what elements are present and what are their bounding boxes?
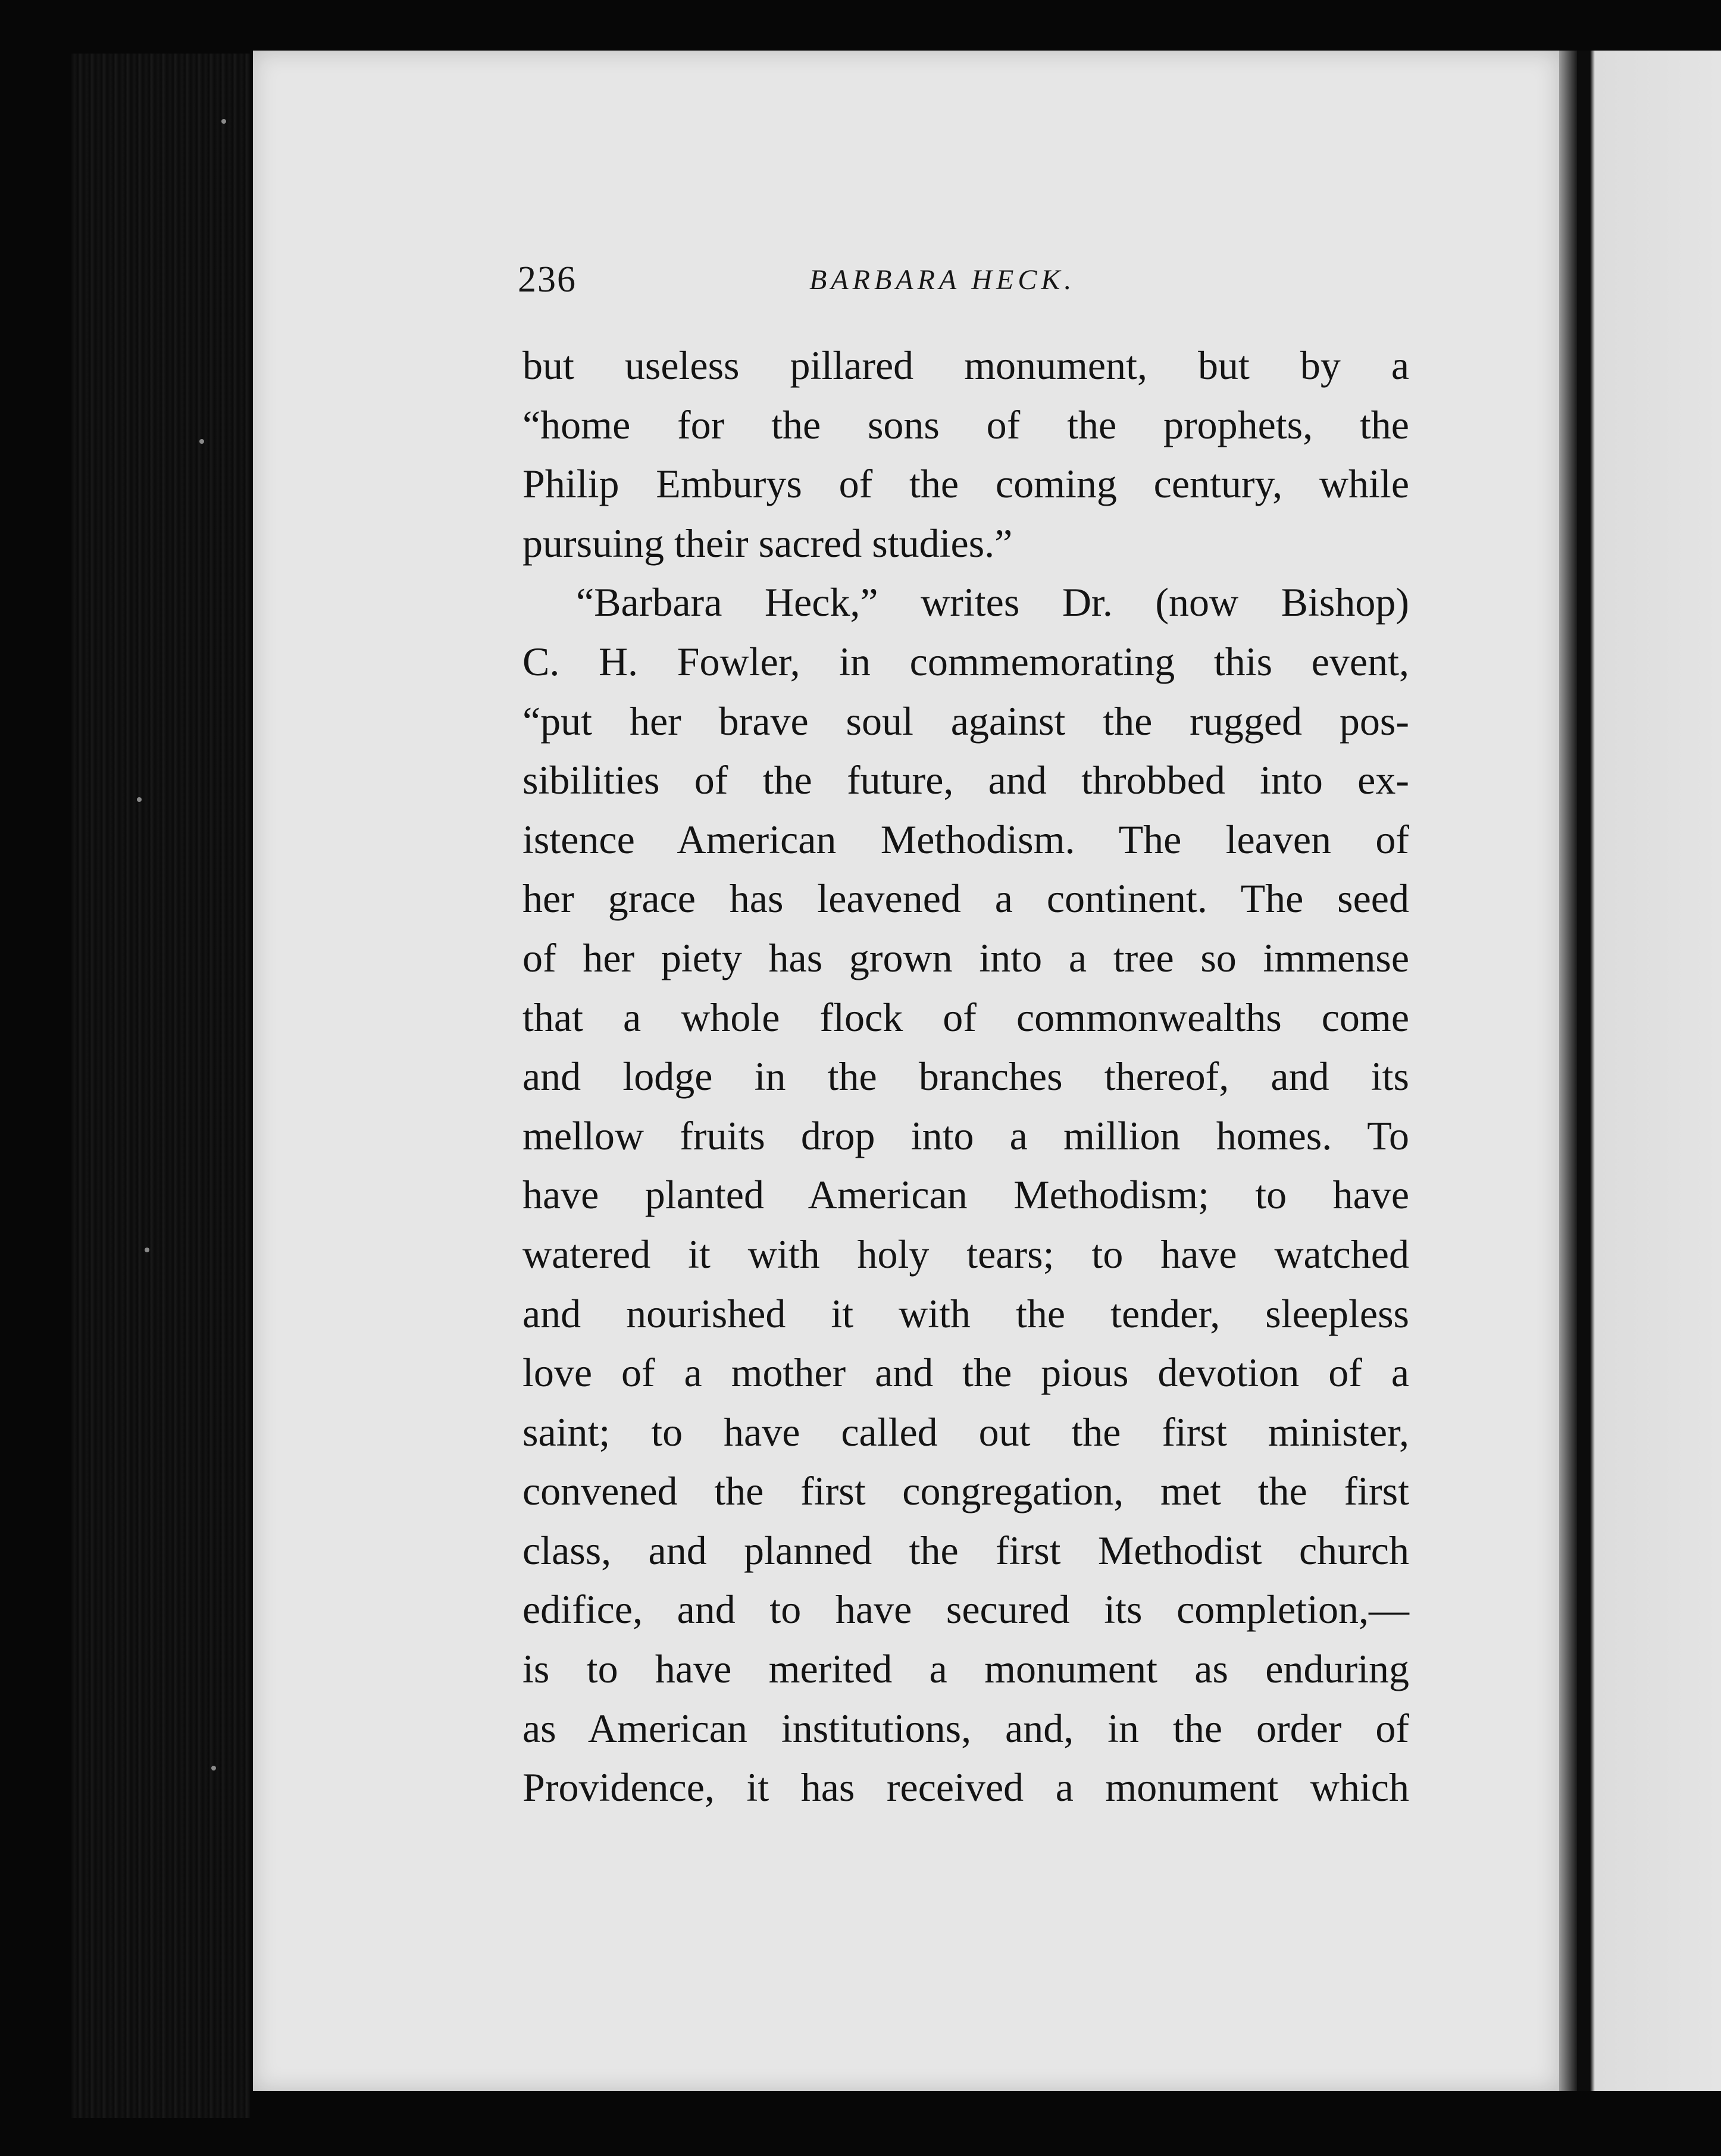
text-line: sibilities of the future, and throbbed into ex- xyxy=(522,757,1409,803)
text-line: as American institutions, and, in the order of xyxy=(522,1705,1409,1751)
body-text xyxy=(522,336,1409,1817)
text-line: mellow fruits drop into a million homes. To xyxy=(522,1113,1409,1158)
text-line: and lodge in the branches thereof, and its xyxy=(522,1054,1409,1099)
text-line: “Barbara Heck,” writes Dr. (now Bishop) xyxy=(576,579,1409,625)
text-line: C. H. Fowler, in commemorating this event, xyxy=(522,638,1409,684)
text-line: edifice, and to have secured its completion,— xyxy=(522,1587,1409,1632)
scan-speck xyxy=(137,797,142,802)
scan-speck xyxy=(199,439,204,444)
facing-page-edge xyxy=(1577,51,1721,2091)
scan-speck xyxy=(211,1766,216,1770)
text-line: is to have merited a monument as enduring xyxy=(522,1646,1409,1692)
text-line: “put her brave soul against the rugged pos- xyxy=(522,698,1409,744)
text-line: and nourished it with the tender, sleepless xyxy=(522,1290,1409,1336)
text-line: saint; to have called out the first minister, xyxy=(522,1409,1409,1455)
text-line: Philip Emburys of the coming century, while xyxy=(522,461,1409,507)
text-line: “home for the sons of the prophets, the xyxy=(522,402,1409,447)
text-line: that a whole flock of commonwealths come xyxy=(522,994,1409,1040)
text-line: but useless pillared monument, but by a xyxy=(522,343,1409,388)
text-line: watered it with holy tears; to have watched xyxy=(522,1231,1409,1277)
text-line: her grace has leavened a continent. The seed xyxy=(522,876,1409,922)
scan-speck xyxy=(221,119,226,124)
book-edge-strip xyxy=(71,54,250,2118)
scan-speck xyxy=(145,1248,149,1252)
page-number: 236 xyxy=(518,259,577,300)
page-gutter-shadow xyxy=(1559,51,1577,2091)
text-line: pursuing their sacred studies.” xyxy=(522,520,1013,566)
text-line: class, and planned the first Methodist church xyxy=(522,1527,1409,1573)
text-line: convened the first congregation, met the first xyxy=(522,1468,1409,1514)
text-line: have planted American Methodism; to have xyxy=(522,1172,1409,1218)
text-line: istence American Methodism. The leaven of xyxy=(522,816,1409,862)
text-line: Providence, it has received a monument which xyxy=(522,1765,1409,1810)
text-line: of her piety has grown into a tree so immense xyxy=(522,935,1409,980)
text-line: love of a mother and the pious devotion of a xyxy=(522,1350,1409,1396)
page-header xyxy=(518,259,1172,306)
running-head: BARBARA HECK. xyxy=(809,264,1076,296)
